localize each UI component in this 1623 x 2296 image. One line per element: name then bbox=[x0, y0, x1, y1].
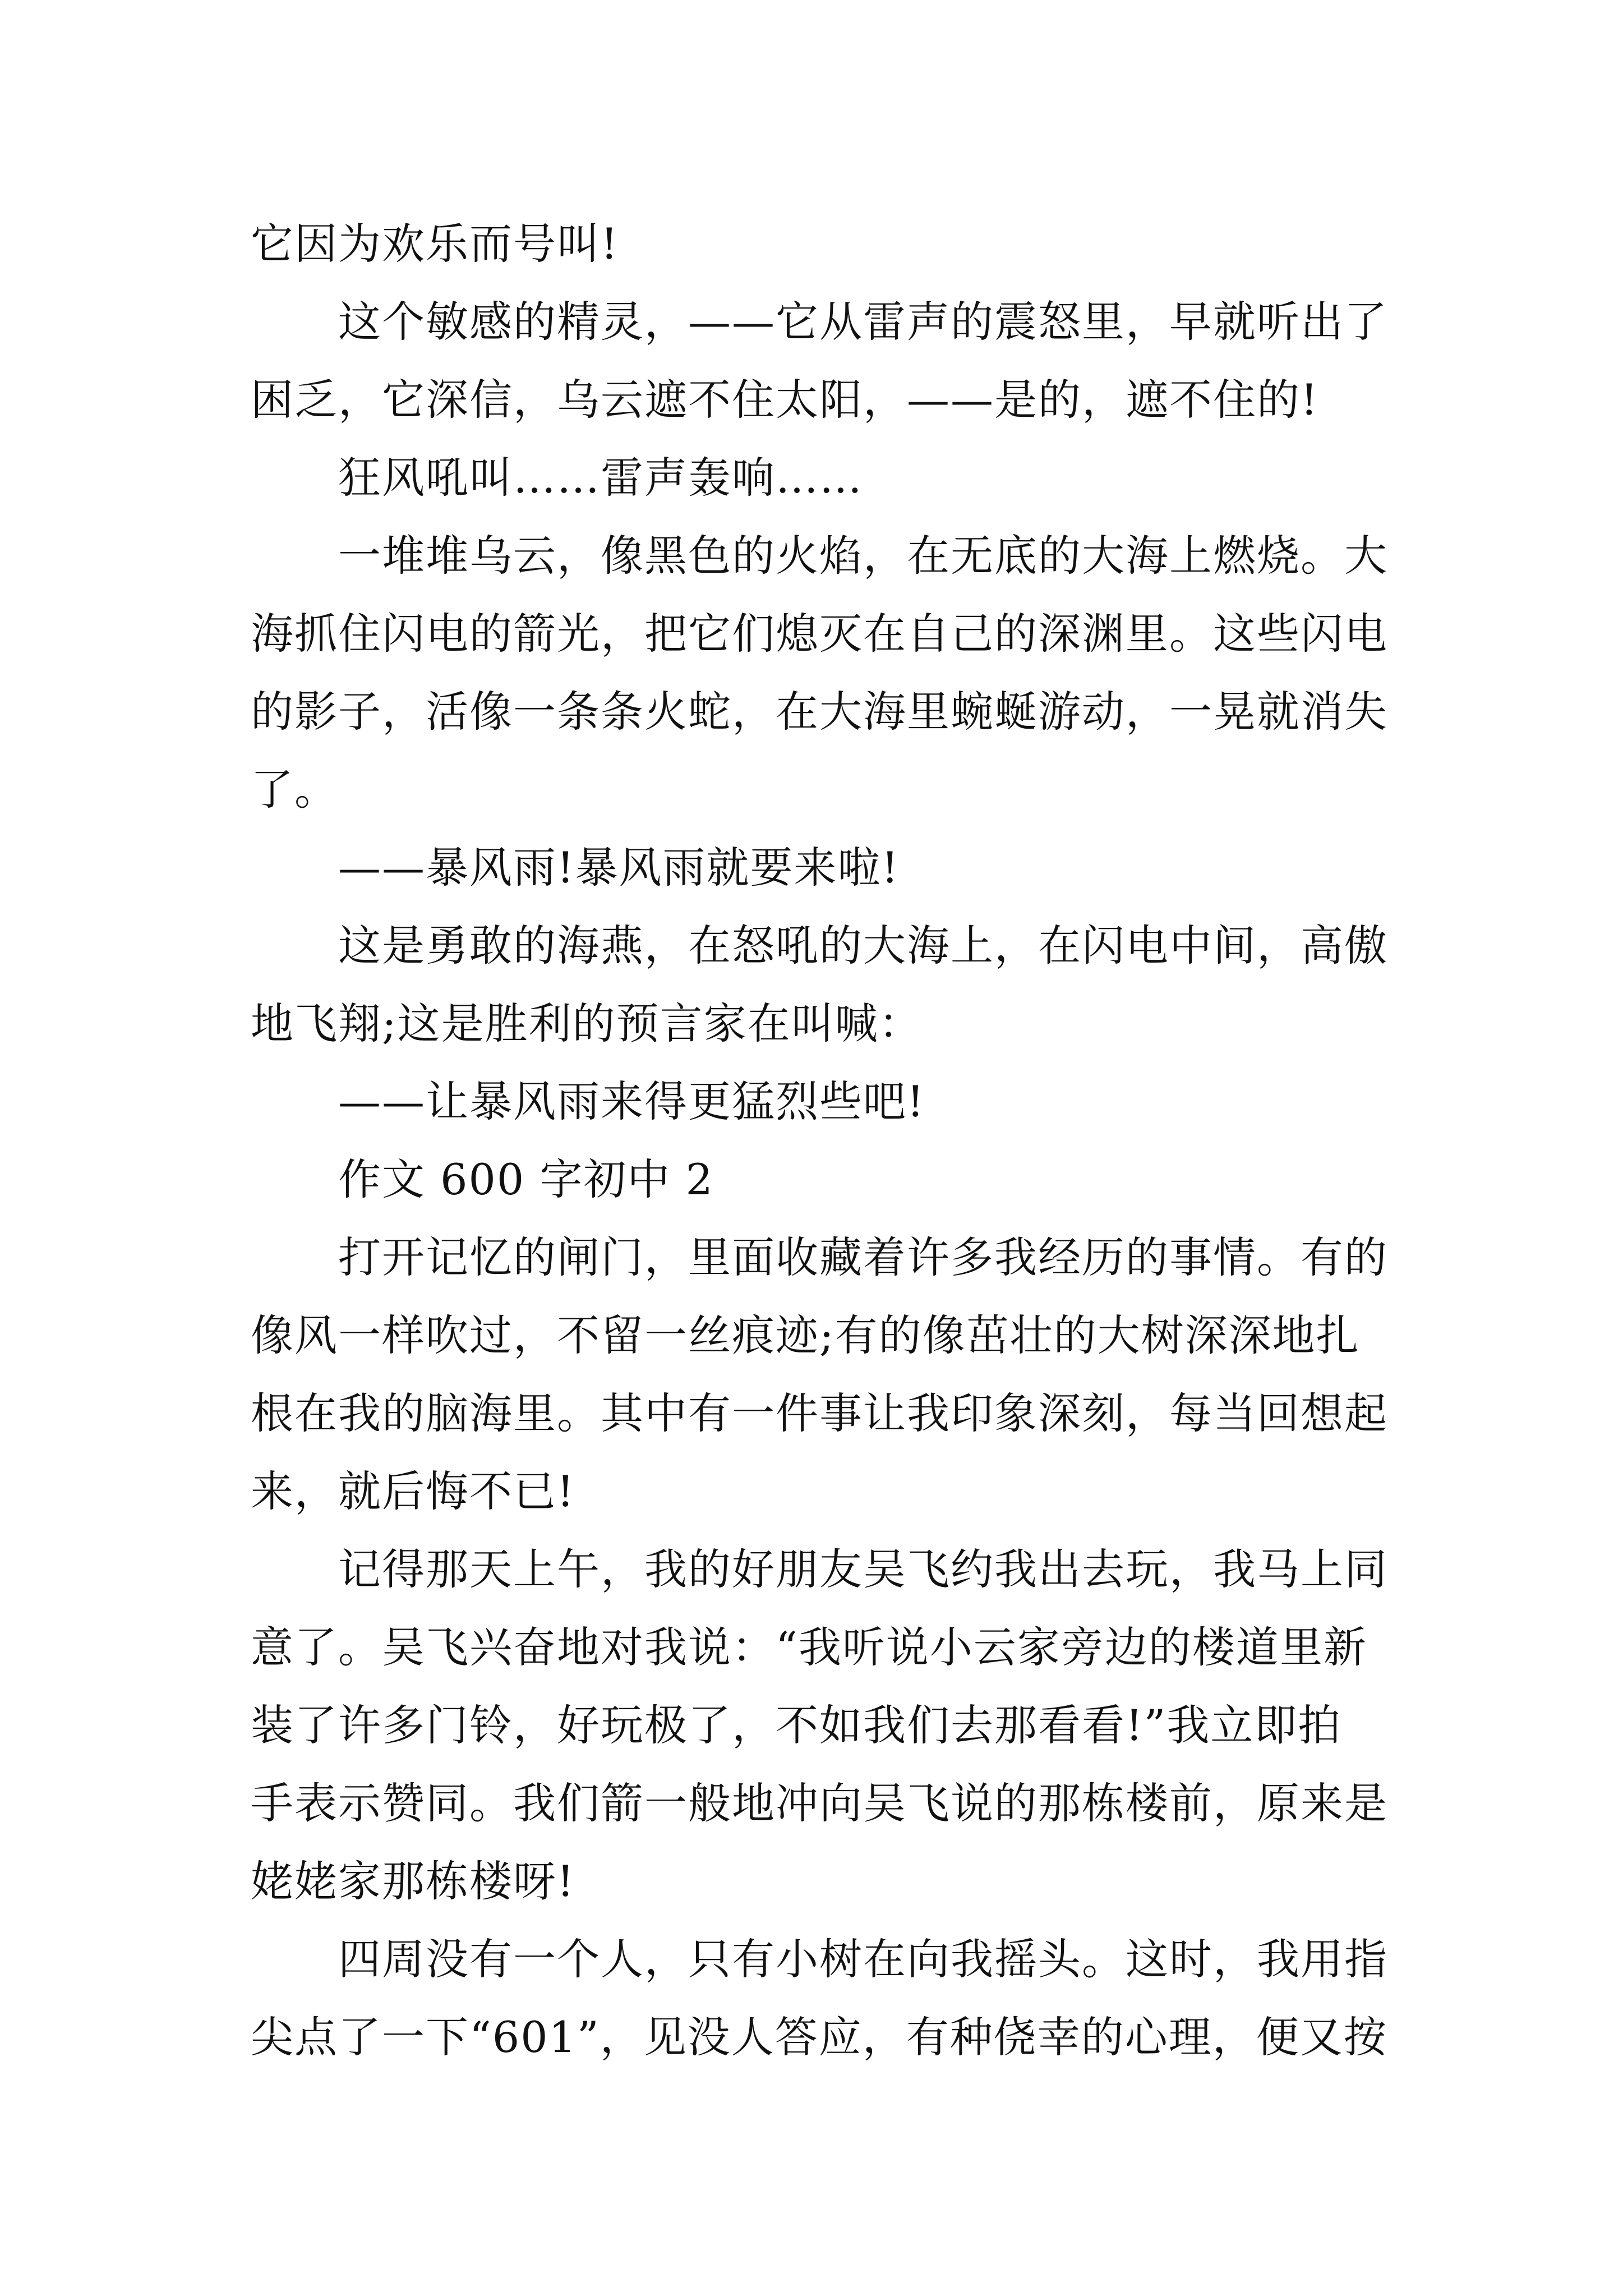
text-line: 装了许多门铃，好玩极了，不如我们去那看看!”我立即拍 bbox=[251, 1700, 1342, 1750]
text-line: 这是勇敢的海燕，在怒吼的大海上，在闪电中间，高傲 bbox=[338, 921, 1388, 970]
section-heading: 作文 600 字初中 2 bbox=[338, 1154, 714, 1204]
text-line: 像风一样吹过，不留一丝痕迹;有的像茁壮的大树深深地扎 bbox=[251, 1310, 1360, 1360]
text-line: 来，就后悔不已! bbox=[251, 1466, 575, 1516]
text-line: 手表示赞同。我们箭一般地冲向吴飞说的那栋楼前，原来是 bbox=[251, 1778, 1388, 1828]
text-line: 四周没有一个人，只有小树在向我摇头。这时，我用指 bbox=[338, 1934, 1388, 1984]
text-line: 的影子，活像一条条火蛇，在大海里蜿蜒游动，一晃就消失 bbox=[251, 687, 1388, 737]
text-line: 意了。吴飞兴奋地对我说：“我听说小云家旁边的楼道里新 bbox=[251, 1622, 1367, 1672]
text-line: 困乏，它深信，乌云遮不住太阳，——是的，遮不住的! bbox=[251, 375, 1319, 425]
document-body bbox=[251, 205, 1406, 2076]
text-line: 打开记忆的闸门，里面收藏着许多我经历的事情。有的 bbox=[338, 1232, 1388, 1282]
text-line: 地飞翔;这是胜利的预言家在叫喊： bbox=[251, 999, 923, 1048]
text-line: 记得那天上午，我的好朋友吴飞约我出去玩，我马上同 bbox=[338, 1544, 1388, 1594]
text-line: 姥姥家那栋楼呀! bbox=[251, 1856, 575, 1906]
text-line: ——让暴风雨来得更猛烈些吧! bbox=[338, 1076, 925, 1126]
text-line: 狂风吼叫……雷声轰响…… bbox=[338, 453, 863, 503]
text-line: 海抓住闪电的箭光，把它们熄灭在自己的深渊里。这些闪电 bbox=[251, 609, 1388, 659]
text-line: 这个敏感的精灵，——它从雷声的震怒里，早就听出了 bbox=[338, 297, 1388, 347]
text-line: ——暴风雨!暴风雨就要来啦! bbox=[338, 843, 900, 892]
text-line: 了。 bbox=[251, 765, 338, 815]
text-line: 根在我的脑海里。其中有一件事让我印象深刻，每当回想起 bbox=[251, 1388, 1388, 1438]
text-line: 一堆堆乌云，像黑色的火焰，在无底的大海上燃烧。大 bbox=[338, 531, 1388, 581]
text-line: 尖点了一下“601”，见没人答应，有种侥幸的心理，便又按 bbox=[251, 2012, 1387, 2062]
text-line: 它因为欢乐而号叫! bbox=[251, 219, 619, 269]
